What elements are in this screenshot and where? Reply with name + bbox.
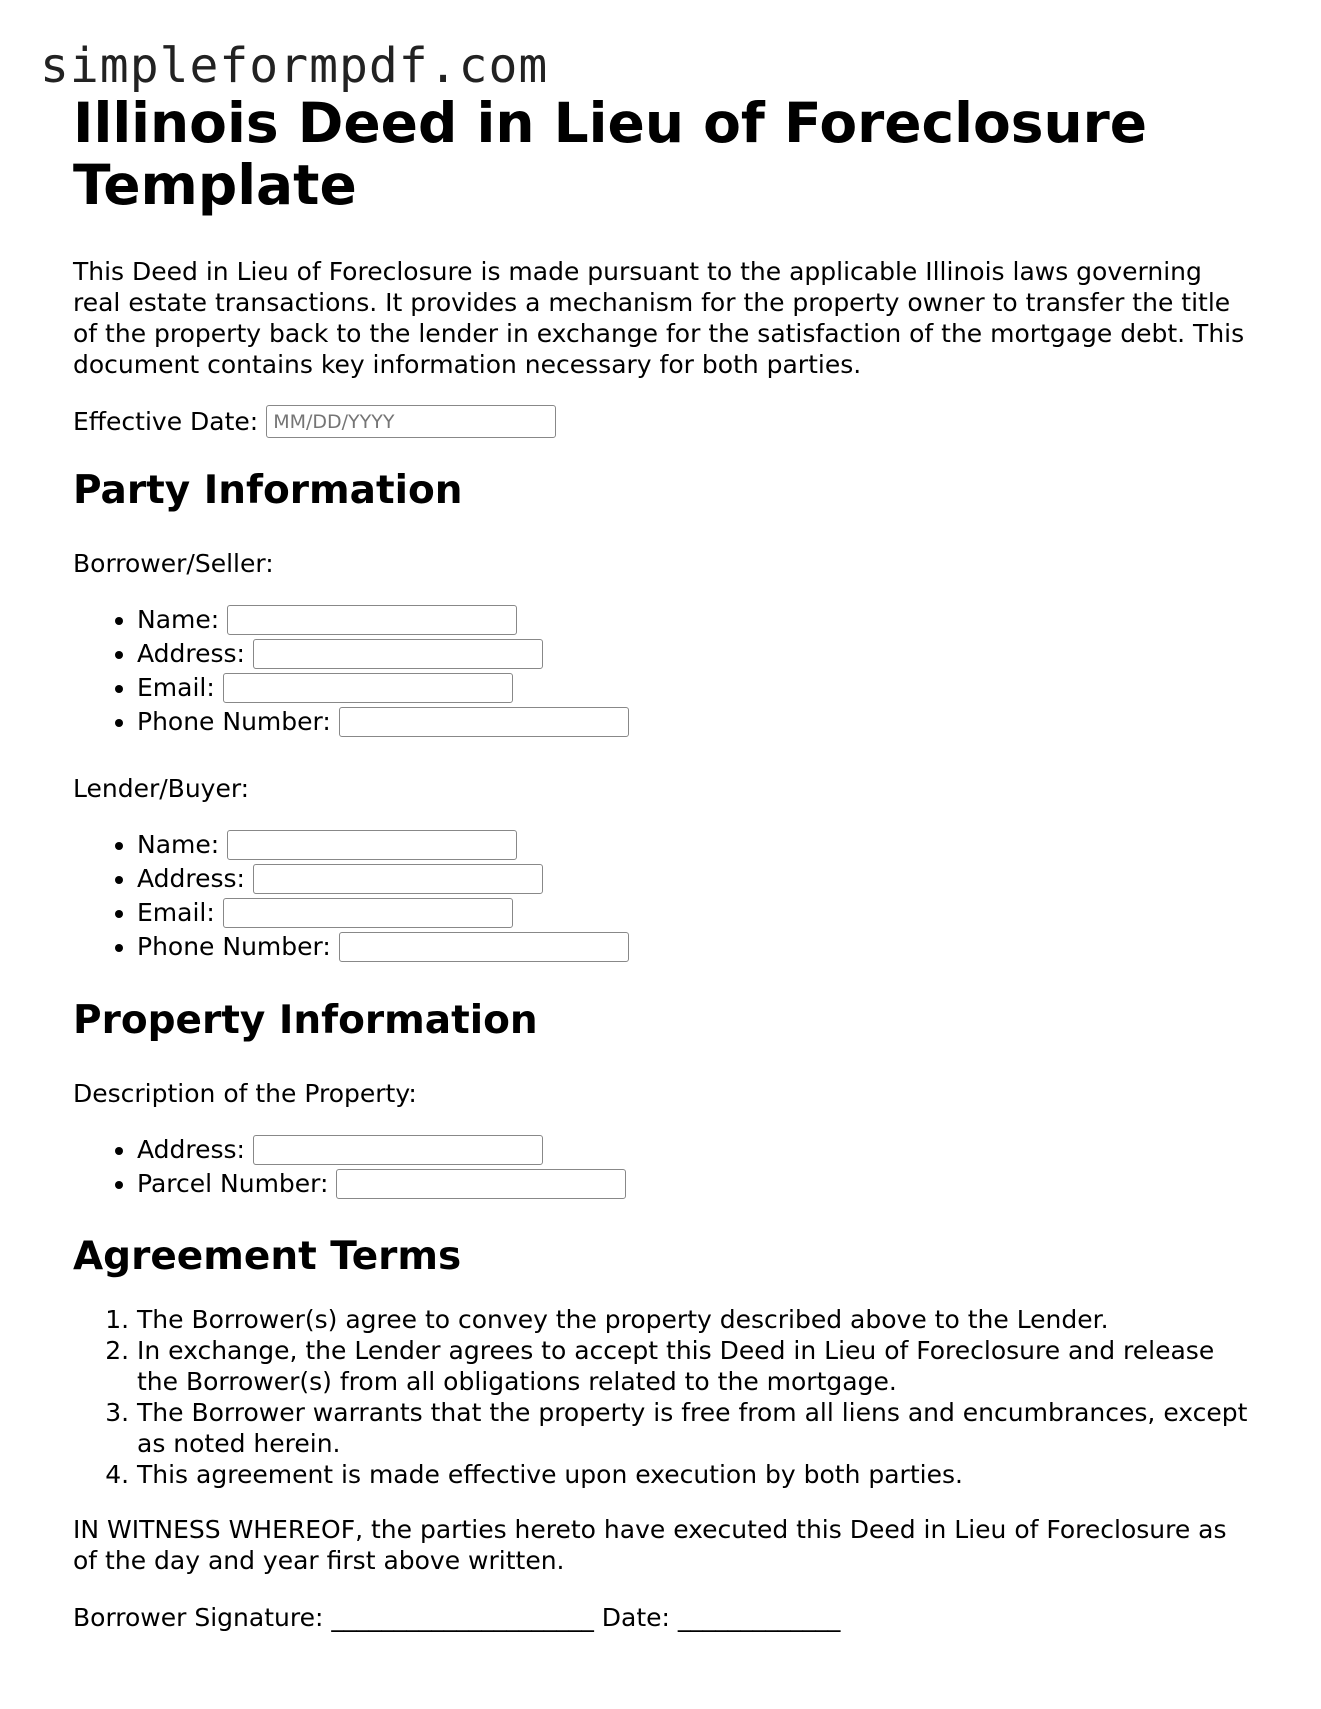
parcel-number-input[interactable] (336, 1169, 626, 1199)
agreement-terms-list (73, 1304, 1253, 1490)
borrower-phone-input[interactable] (339, 707, 629, 737)
list-item (137, 637, 1253, 671)
borrower-signature-line: Borrower Signature: _____________________ Date: _____________ (73, 1603, 841, 1632)
intro-paragraph: This Deed in Lieu of Foreclosure is made pursuant to the applicable Illinois laws governing real estate transactions. It provides a mechanism for the property owner to transfer the title of the property back to the lender in exchange for the satisfaction of the mortgage debt. This document contains key information necessary for both parties. (73, 257, 1245, 379)
list-item (137, 1167, 1253, 1201)
effective-date-row (73, 405, 1253, 438)
list-item (137, 862, 1253, 896)
page-title: Illinois Deed in Lieu of Foreclosure Template (73, 91, 1148, 217)
borrower-name-input[interactable] (227, 605, 517, 635)
party-information-heading: Party Information (73, 468, 463, 513)
lender-email-input[interactable] (223, 898, 513, 928)
lender-address-input[interactable] (253, 864, 543, 894)
borrower-email-label: • Email: (137, 673, 215, 702)
effective-date-label: Effective Date: (73, 407, 259, 436)
lender-fields-list (73, 828, 1253, 964)
term-item: 1. The Borrower(s) agree to convey the property described above to the Lender. (137, 1304, 1253, 1335)
property-fields-list (73, 1133, 1253, 1201)
term-item: 3. The Borrower warrants that the property is free from all liens and encumbrances, except as noted herein. (137, 1397, 1253, 1459)
borrower-address-input[interactable] (253, 639, 543, 669)
list-item (137, 671, 1253, 705)
agreement-terms-heading: Agreement Terms (73, 1234, 462, 1279)
property-information-heading: Property Information (73, 998, 538, 1043)
witness-paragraph: IN WITNESS WHEREOF, the parties hereto have executed this Deed in Lieu of Foreclosure as of the day and year first above written. (73, 1515, 1227, 1575)
borrower-address-label: • Address: (137, 639, 245, 668)
list-item (137, 705, 1253, 739)
site-watermark: simpleformpdf.com (40, 38, 549, 94)
list-item (137, 603, 1253, 637)
lender-phone-input[interactable] (339, 932, 629, 962)
lender-name-input[interactable] (227, 830, 517, 860)
effective-date-input[interactable] (266, 405, 556, 438)
property-description-label: Description of the Property: (73, 1079, 417, 1108)
term-item: 4. This agreement is made effective upon execution by both parties. (137, 1459, 1253, 1490)
borrower-name-label: • Name: (137, 605, 220, 634)
property-address-label: • Address: (137, 1135, 245, 1164)
lender-email-label: • Email: (137, 898, 215, 927)
lender-name-label: • Name: (137, 830, 220, 859)
borrower-phone-label: • Phone Number: (137, 707, 331, 736)
borrower-email-input[interactable] (223, 673, 513, 703)
lender-buyer-label: Lender/Buyer: (73, 774, 250, 803)
lender-phone-label: • Phone Number: (137, 932, 331, 961)
list-item (137, 1133, 1253, 1167)
term-item: 2. In exchange, the Lender agrees to accept this Deed in Lieu of Foreclosure and release the Borrower(s) from all obligations related to the mortgage. (137, 1335, 1253, 1397)
property-address-input[interactable] (253, 1135, 543, 1165)
list-item (137, 930, 1253, 964)
borrower-fields-list (73, 603, 1253, 739)
parcel-number-label: • Parcel Number: (137, 1169, 329, 1198)
document-page (73, 92, 1253, 1633)
lender-address-label: • Address: (137, 864, 245, 893)
borrower-seller-label: Borrower/Seller: (73, 549, 274, 578)
list-item (137, 896, 1253, 930)
list-item (137, 828, 1253, 862)
